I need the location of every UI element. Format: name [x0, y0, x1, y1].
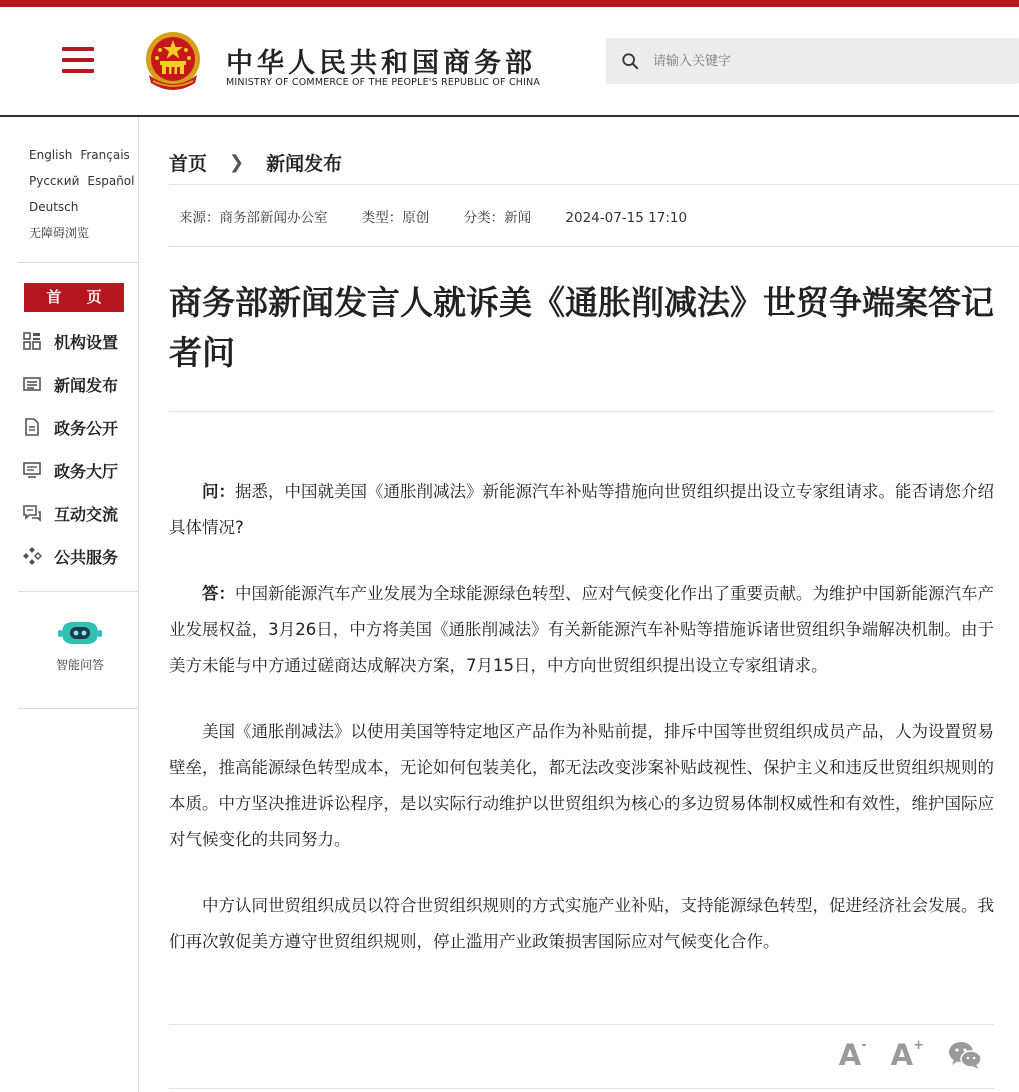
question-paragraph	[169, 474, 994, 546]
top-stripe	[0, 0, 1019, 7]
meta-type: 类型：原创	[361, 210, 430, 226]
article-title: 商务部新闻发言人就诉美《通胀削减法》世贸争端案答记者问	[169, 283, 994, 372]
document-icon	[22, 417, 42, 437]
accessibility-link[interactable]: 无障碍浏览	[29, 226, 90, 240]
lang-french[interactable]: Français	[80, 148, 130, 162]
chevron-right-icon: ❯	[229, 151, 245, 173]
menu-bar	[62, 69, 94, 73]
wechat-share-button[interactable]	[948, 1040, 982, 1070]
lang-russian[interactable]: Русский	[29, 174, 80, 188]
article-tools	[815, 1038, 982, 1072]
lang-german[interactable]: Deutsch	[29, 200, 79, 214]
meta-source: 来源：商务部新闻办公室	[179, 210, 328, 226]
lang-spanish[interactable]: Español	[87, 174, 135, 188]
service-icon	[22, 546, 42, 566]
sidebar-item-public-service[interactable]	[22, 544, 118, 568]
answer-text: 中国新能源汽车产业发展为全球能源绿色转型、应对气候变化作出了重要贡献。为维护中国新能源汽车产业发展权益，3月26日，中方将美国《通胀削减法》有关新能源汽车补贴等措施诉诸世贸组织争端解决机制。由于美方未能与中方通过磋商达成解决方案，7月15日，中方向世贸组织提出设立专家组请求。	[169, 584, 994, 675]
sidebar-divider	[18, 708, 139, 709]
article-meta	[179, 206, 717, 226]
divider	[169, 184, 1019, 185]
monitor-icon	[22, 460, 42, 480]
search-box[interactable]	[606, 38, 1019, 84]
search-icon[interactable]	[621, 52, 639, 70]
question-label: 问：	[202, 482, 235, 501]
menu-bar	[62, 47, 94, 51]
answer-paragraph	[169, 576, 994, 684]
ai-qa-label: 智能问答	[55, 658, 104, 672]
sidebar-item-label: 互动交流	[54, 504, 119, 524]
sidebar-item-interaction[interactable]	[22, 501, 118, 525]
answer-label: 答：	[202, 584, 235, 603]
site-header	[0, 7, 1019, 117]
breadcrumb-home[interactable]: 首页	[169, 152, 208, 175]
menu-bar	[62, 58, 94, 62]
menu-button[interactable]	[62, 47, 94, 73]
sidebar-home-button[interactable]: 首 页	[24, 283, 124, 312]
sidebar-item-label: 公共服务	[54, 547, 119, 567]
body-paragraph: 美国《通胀削减法》以使用美国等特定地区产品作为补贴前提，排斥中国等世贸组织成员产品，人为设置贸易壁垒，推高能源绿色转型成本，无论如何包装美化，都无法改变涉案补贴歧视性、保护主义和违反世贸组织规则的本质。中方坚决推进诉讼程序，是以实际行动维护以世贸组织为核心的多边贸易体制权威性和有效性，维护国际应对气候变化的共同努力。	[169, 722, 994, 849]
breadcrumb-news[interactable]: 新闻发布	[266, 152, 343, 175]
news-icon	[22, 374, 42, 394]
divider	[169, 1024, 994, 1025]
font-increase-button[interactable]	[891, 1038, 924, 1072]
robot-icon	[56, 618, 104, 648]
ai-qa-button[interactable]	[50, 618, 110, 673]
sidebar-item-news[interactable]	[22, 372, 118, 396]
sidebar-item-organization[interactable]	[22, 329, 118, 353]
sidebar-item-label: 新闻发布	[54, 375, 119, 395]
sidebar-item-label: 政务大厅	[54, 461, 119, 481]
language-links	[29, 142, 142, 246]
body-paragraph: 中方认同世贸组织成员以符合世贸组织规则的方式实施产业补贴，支持能源绿色转型，促进经济社会发展。我们再次敦促美方遵守世贸组织规则，停止滥用产业政策损害国际应对气候变化合作。	[169, 896, 994, 951]
meta-datetime: 2024-07-15 17:10	[565, 210, 688, 226]
grid-icon	[22, 331, 42, 351]
search-input[interactable]	[653, 54, 993, 69]
font-decrease-button[interactable]	[839, 1038, 867, 1072]
breadcrumb	[169, 148, 342, 176]
sidebar-item-label: 政务公开	[54, 418, 119, 438]
font-decrease-letter: A	[838, 1038, 862, 1072]
article-body	[169, 474, 994, 990]
sidebar-divider	[18, 591, 139, 592]
divider	[169, 411, 994, 412]
sidebar	[0, 118, 139, 1092]
question-text: 据悉，中国就美国《通胀削减法》新能源汽车补贴等措施向世贸组织提出设立专家组请求。能否请您介绍具体情况?	[169, 482, 994, 537]
national-emblem-logo	[143, 31, 203, 95]
lang-english[interactable]: English	[29, 148, 73, 162]
meta-category: 分类：新闻	[463, 210, 532, 226]
site-title: 中华人民共和国商务部	[226, 48, 536, 79]
sidebar-item-service-hall[interactable]	[22, 458, 118, 482]
sidebar-divider	[18, 262, 139, 263]
wechat-icon	[948, 1040, 982, 1070]
chat-icon	[22, 503, 42, 523]
font-increase-mark: +	[913, 1038, 924, 1053]
sidebar-item-label: 机构设置	[54, 332, 119, 352]
divider	[169, 1088, 994, 1089]
font-decrease-mark: -	[861, 1038, 867, 1053]
site-subtitle: MINISTRY OF COMMERCE OF THE PEOPLE'S REPUBLIC OF CHINA	[226, 77, 541, 88]
sidebar-item-public-affairs[interactable]	[22, 415, 118, 439]
font-increase-letter: A	[890, 1038, 914, 1072]
divider	[169, 246, 1019, 247]
